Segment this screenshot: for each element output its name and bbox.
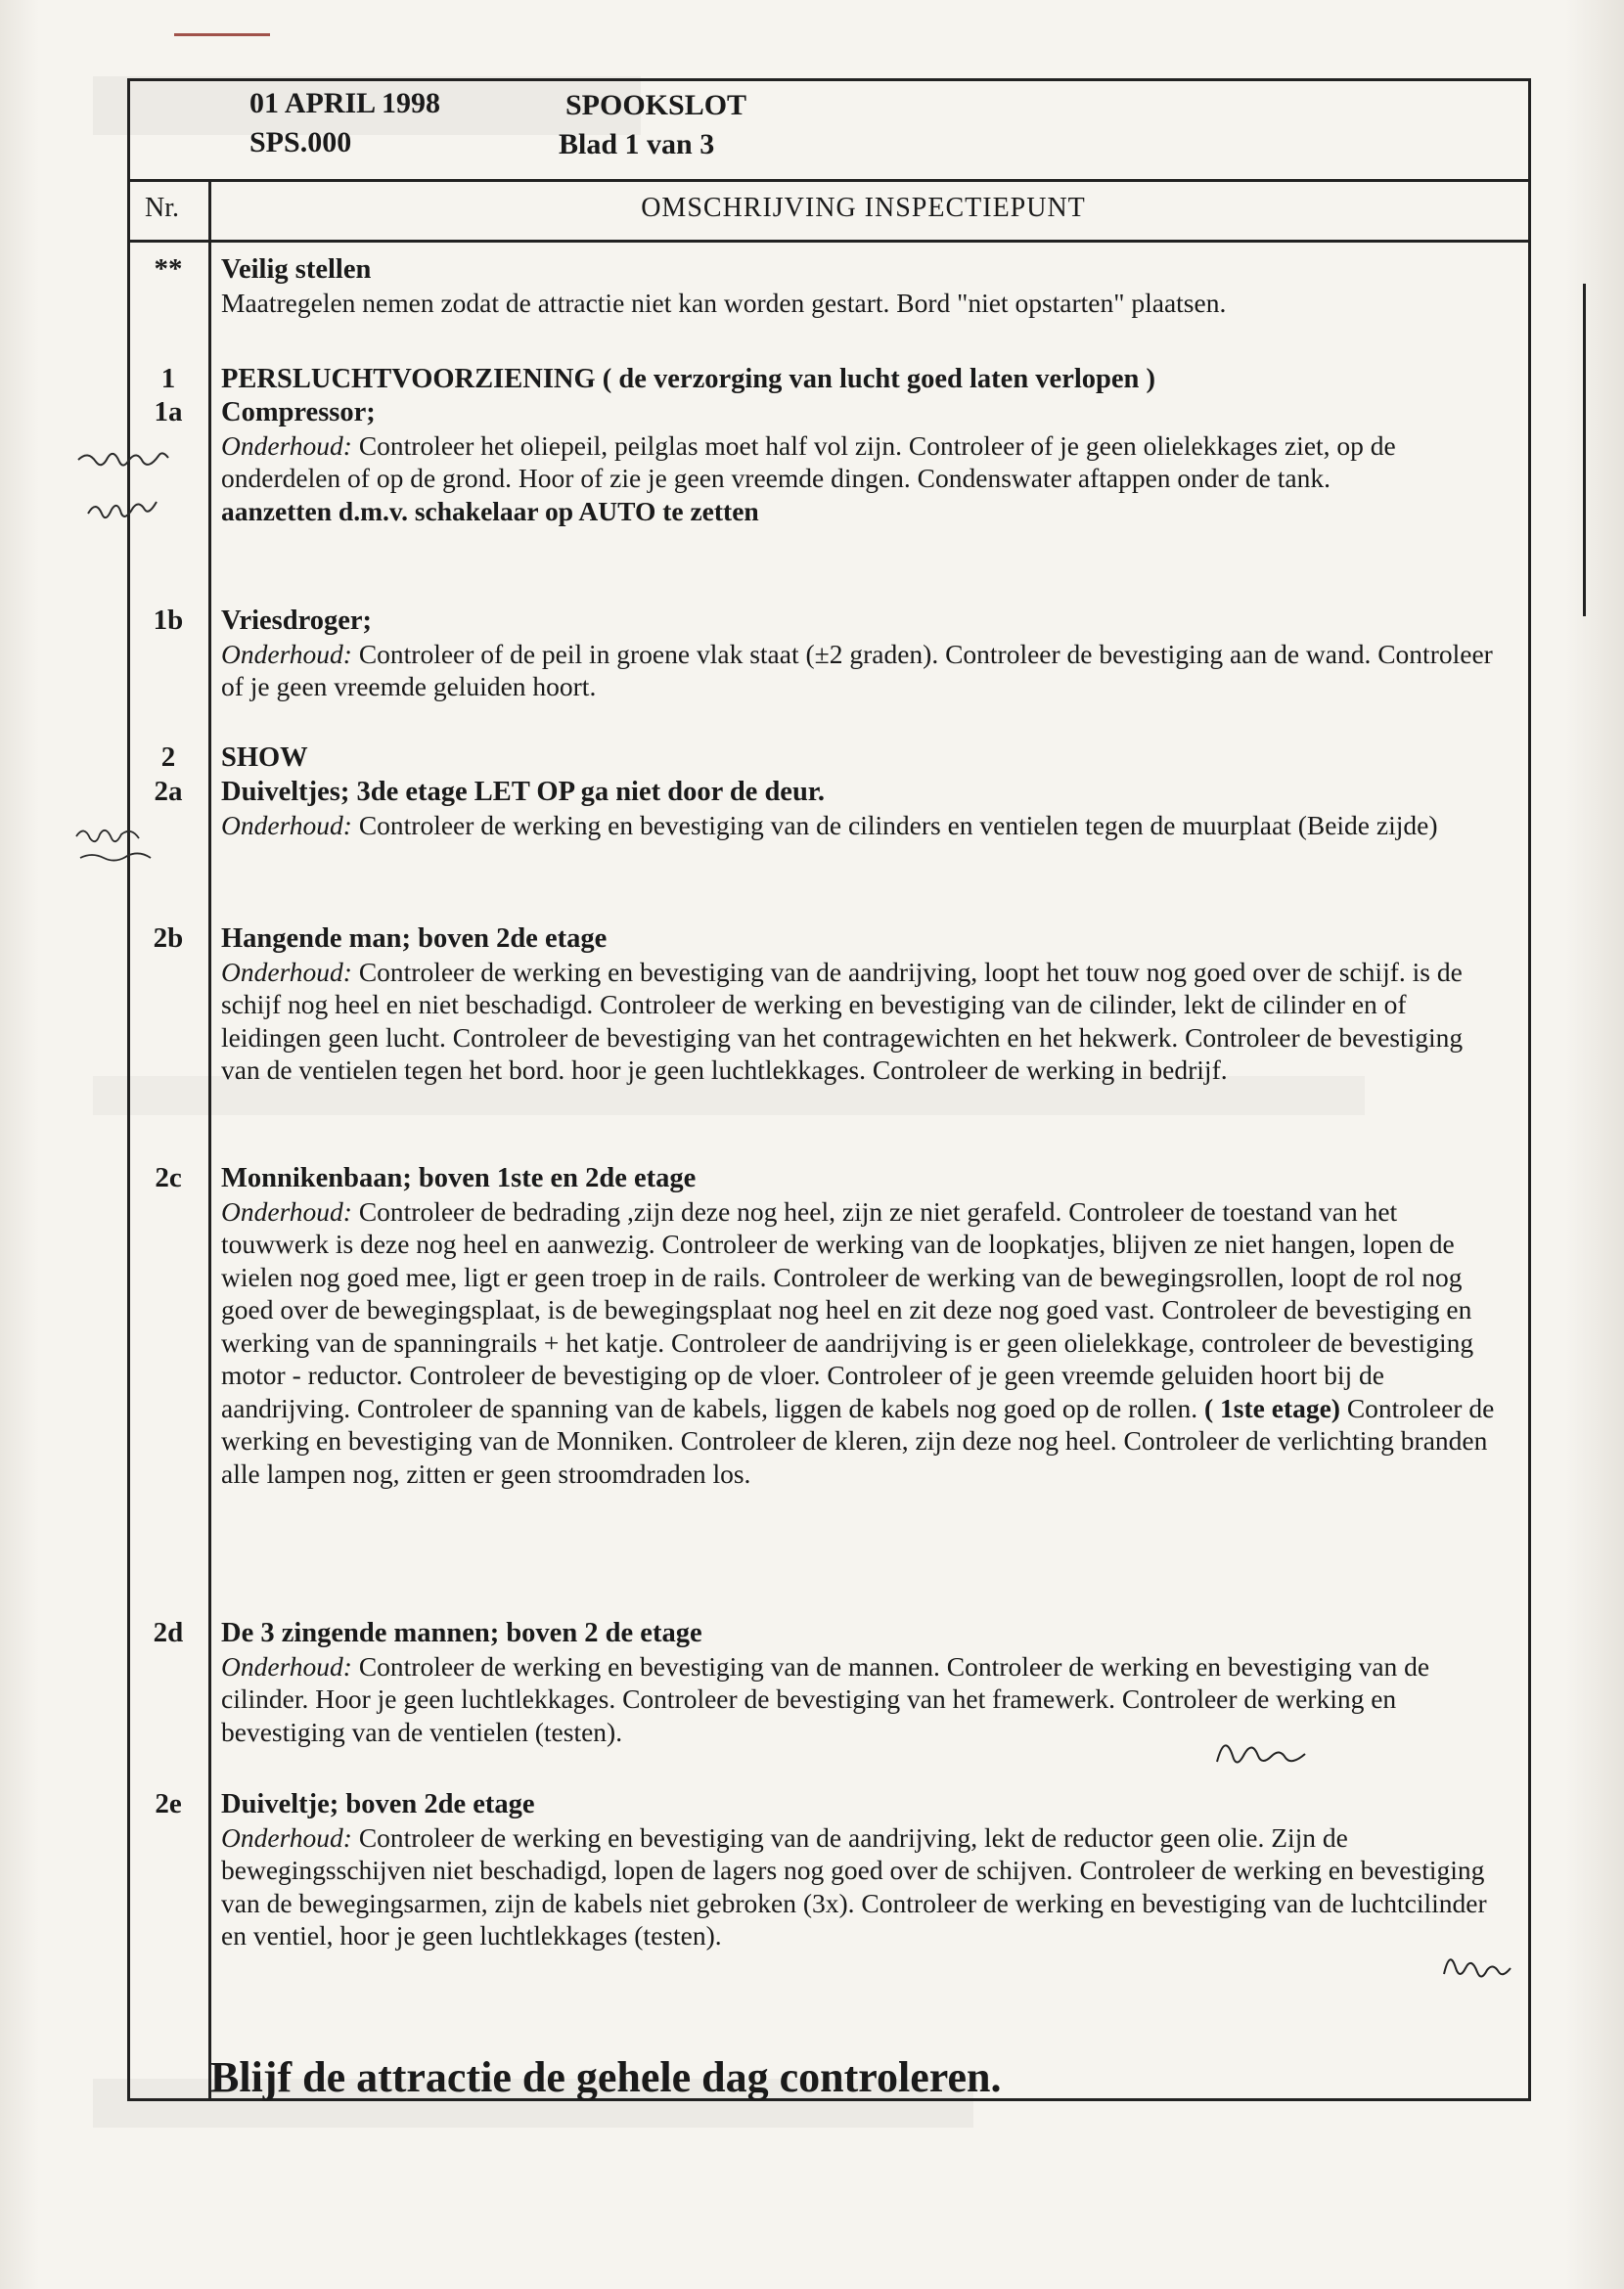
row-title: Compressor; xyxy=(221,397,376,427)
row-number: 2e xyxy=(155,1788,182,1819)
red-pen-mark xyxy=(174,33,270,36)
row-number: 2a xyxy=(154,776,183,807)
row-title: Duiveltjes; 3de etage LET OP ga niet door de deur. xyxy=(221,777,825,807)
header-code: SPS.000 xyxy=(249,126,352,158)
row-text xyxy=(221,638,1507,703)
row-number: 1b xyxy=(153,605,184,636)
row-text xyxy=(221,429,1507,495)
row-number: 2d xyxy=(153,1617,184,1648)
handwritten-scribble xyxy=(73,435,210,543)
inspection-sheet xyxy=(127,78,1531,2101)
handwritten-scribble xyxy=(70,817,198,875)
row-text: Maatregelen nemen zodat de attractie niet kan worden gestart. Bord "niet opstarten" plaatsen. xyxy=(221,287,1227,318)
row-number: 2c xyxy=(155,1162,182,1193)
row-body xyxy=(221,253,1507,319)
row-text xyxy=(221,956,1507,1087)
row-text xyxy=(221,1821,1507,1952)
row-title: De 3 zingende mannen; boven 2 de etage xyxy=(221,1618,702,1648)
row-number: 1a xyxy=(154,396,183,427)
row-body xyxy=(221,1788,1507,1952)
row-body xyxy=(221,741,1507,775)
row-body xyxy=(221,363,1507,396)
row-label: Onderhoud: xyxy=(221,956,352,987)
row-label: Onderhoud: xyxy=(221,429,352,461)
row-text-content: Controleer de werking en bevestiging van de mannen. Controleer de werking en bevestiging van de cilinder. Hoor je geen luchtlekkages. Controleer de bevestiging van het framewerk. Controleer de werking en bevestiging van de ventielen (testen). xyxy=(221,1650,1430,1747)
row-text xyxy=(221,809,1507,842)
row-text-content: Controleer het oliepeil, peilglas moet half vol zijn. Controleer of je geen olielekkages ziet, op de onderdelen of op de grond. Hoor of zie je geen vreemde dingen. Condenswater aftappen onder de tank. xyxy=(221,429,1396,493)
closing-instruction: Blijf de attractie de gehele dag controleren. xyxy=(210,2053,1002,2101)
column-nr-label: Nr. xyxy=(145,193,179,223)
row-inline-bold: ( 1ste etage) xyxy=(1204,1392,1340,1423)
row-text-content-2: Controleer de werking en bevestiging van de Monniken. Controleer de kleren, zijn deze nog heel. Controleer de verlichting branden alle lampen nog, zitten er geen stroomdraden los. xyxy=(221,1392,1495,1489)
row-title: PERSLUCHTVOORZIENING ( de verzorging van lucht goed laten verlopen ) xyxy=(221,364,1155,394)
header-attraction: SPOOKSLOT xyxy=(565,89,747,121)
row-text-content: Controleer de werking en bevestiging van de cilinders en ventielen tegen de muurplaat (Beide zijde) xyxy=(358,809,1438,840)
row-title: Duiveltje; boven 2de etage xyxy=(221,1789,535,1819)
row-title: Monnikenbaan; boven 1ste en 2de etage xyxy=(221,1163,697,1193)
handwritten-scribble xyxy=(1211,1727,1319,1780)
row-label: Onderhoud: xyxy=(221,638,352,669)
row-number: ** xyxy=(154,253,183,285)
row-text xyxy=(221,1195,1507,1491)
row-text-content: Controleer of de peil in groene vlak staat (±2 graden). Controleer de bevestiging aan de wand. Controleer of je geen vreemde geluiden hoort. xyxy=(221,638,1493,701)
row-text-content: Controleer de werking en bevestiging van de aandrijving, loopt het touw nog goed over de schijf. is de schijf nog heel en niet beschadigd. Controleer de werking en bevestiging van de cilinder, lekt de cilinder en of leidingen geen lucht. Controleer de bevestiging van het contragewichten en het hekwerk. Controleer de bevestiging van de ventielen tegen het bord. hoor je geen luchtlekkages. Controleer de werking in bedrijf. xyxy=(221,956,1464,1085)
row-number: 1 xyxy=(160,363,176,394)
row-text-content: Controleer de bedrading ,zijn deze nog heel, zijn ze niet gerafeld. Controleer de toestand van het touwwerk is deze nog heel en aanwezig. Controleer de werking van de loopkatjes, blijven ze niet hangen, lopen de wielen nog goed mee, ligt er geen troep in de rails. Controleer de werking van de bewegingsrollen, loopt de rol nog goed over de bewegingsplaat, is de bewegingsplaat nog heel en zit deze nog goed vast. Controleer de bevestiging en werking van de spanningrails + het katje. Controleer de aandrijving is er geen olielekkage, controleer de bevestiging motor - reductor. Controleer de bevestiging op de vloer. Controleer of je geen vreemde geluiden hoort bij de aandrijving. Controleer de spanning van de kabels, liggen de kabels nog goed op de rollen. xyxy=(221,1195,1474,1423)
row-title: Vriesdroger; xyxy=(221,606,373,636)
header-page: Blad 1 van 3 xyxy=(559,128,715,160)
row-title: Hangende man; boven 2de etage xyxy=(221,923,608,954)
header-date: 01 APRIL 1998 xyxy=(249,87,441,119)
row-body xyxy=(221,396,1507,527)
row-title: Veilig stellen xyxy=(221,254,372,285)
row-body xyxy=(221,922,1507,1087)
row-label: Onderhoud: xyxy=(221,1195,352,1227)
row-label: Onderhoud: xyxy=(221,1650,352,1682)
column-header xyxy=(130,179,1528,243)
row-title: SHOW xyxy=(221,742,308,773)
row-number: 2 xyxy=(160,741,176,773)
row-label: Onderhoud: xyxy=(221,809,352,840)
row-text-content: Controleer de werking en bevestiging van de aandrijving, lekt de reductor geen olie. Zijn de bewegingsschijven niet beschadigd, lopen de lagers nog goed over de schijven. Controleer de werking en bevestiging van de bewegingsarmen, zijn de kabels niet gebroken (3x). Controleer de werking en bevestiging van de luchtcilinder en ventiel, hoor je geen luchtlekkages (testen). xyxy=(221,1821,1487,1951)
column-desc-label: OMSCHRIJVING INSPECTIEPUNT xyxy=(641,193,1086,223)
row-body xyxy=(221,776,1507,841)
row-number: 2b xyxy=(153,922,184,954)
row-body xyxy=(221,1162,1507,1490)
row-extra: aanzetten d.m.v. schakelaar op AUTO te zetten xyxy=(221,495,759,526)
handwritten-scribble xyxy=(1438,1945,1516,1994)
sheet-header xyxy=(130,81,1528,182)
row-body xyxy=(221,605,1507,703)
margin-line xyxy=(1583,284,1586,616)
row-label: Onderhoud: xyxy=(221,1821,352,1853)
